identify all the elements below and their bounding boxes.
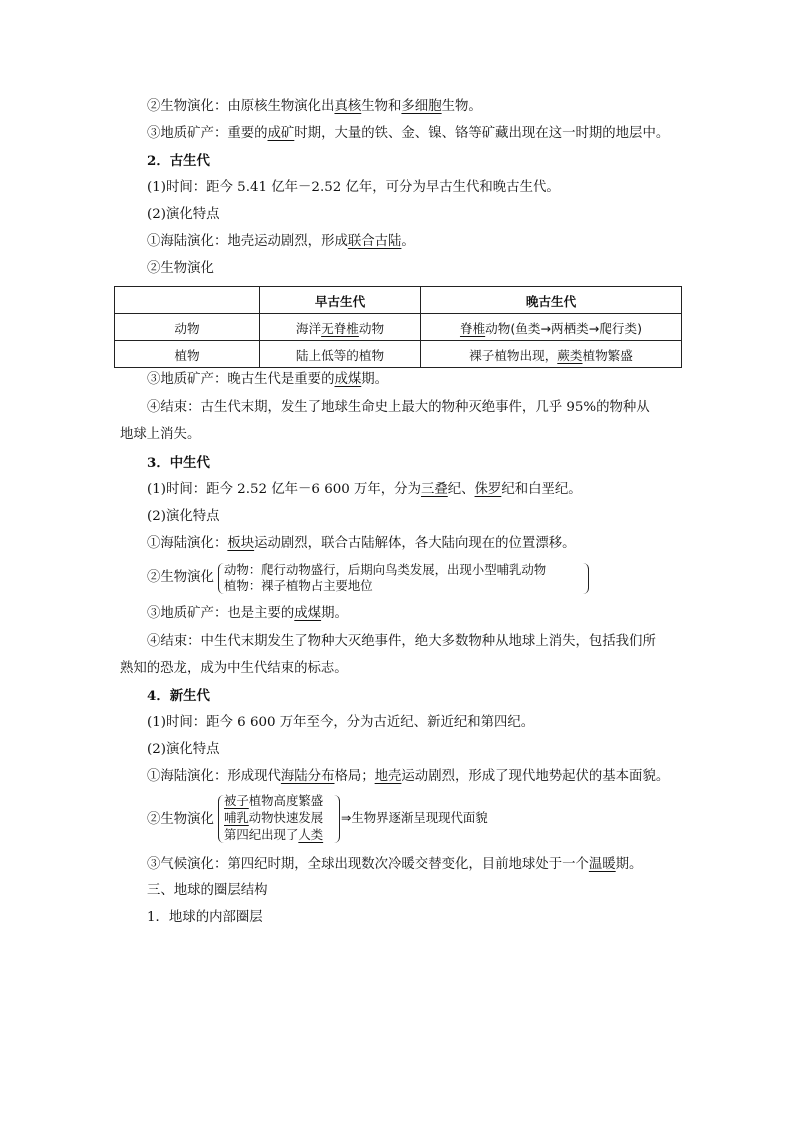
text: 时期，大量的铁、金、镍、铬等矿藏出现在这一时期的地层中。: [294, 126, 670, 141]
text: ①海陆演化：形成现代: [147, 769, 281, 784]
text: ①海陆演化：地壳运动剧烈，形成: [147, 234, 348, 249]
answer-blank: 人类: [298, 827, 324, 842]
text: 格局；: [334, 769, 375, 784]
table-header-cell: 晚古生代: [421, 287, 682, 314]
mesozoic-end-2: 熟知的恐龙，成为中生代结束的标志。: [120, 661, 348, 676]
text: 动物: [358, 320, 385, 336]
table-cell: 陆上低等的植物: [260, 341, 421, 368]
answer-blank: 被子: [224, 793, 249, 808]
answer-blank: 板块: [227, 536, 255, 551]
text: 纪和白垩纪。: [501, 482, 582, 497]
mesozoic-geo: [147, 604, 348, 624]
text: 第四纪出现了: [224, 827, 299, 842]
geo-minerals-line: [147, 124, 669, 144]
answer-blank: 成煤: [294, 606, 322, 621]
table-cell: [421, 341, 682, 368]
text: 动物快速发展: [248, 810, 324, 825]
text: 动物(鱼类→两栖类→爬行类): [485, 320, 643, 336]
answer-blank: 温暖: [588, 857, 616, 872]
text: 植物高度繁盛: [248, 793, 324, 808]
table-cell: [260, 314, 421, 341]
mesozoic-time: [147, 480, 582, 500]
answer-blank: 多细胞: [401, 99, 442, 114]
mesozoic-sea-land: [147, 534, 576, 554]
text: 期。: [361, 372, 389, 387]
cenozoic-time: (1)时间：距今 6 600 万年至今，分为古近纪、新近纪和第四纪。: [147, 715, 535, 730]
cenozoic-bio-2: [224, 809, 323, 826]
text: 。: [401, 234, 415, 249]
paleozoic-end-2: 地球上消失。: [120, 427, 201, 442]
mesozoic-end-1: ④结束：中生代末期发生了物种大灭绝事件，绝大多数物种从地球上消失，包括我们所: [147, 634, 656, 649]
text: 生物和: [361, 99, 402, 114]
text: 运动剧烈，联合古陆解体，各大陆向现在的位置漂移。: [254, 536, 576, 551]
text: 海洋: [295, 320, 322, 336]
answer-blank: 真核: [334, 99, 362, 114]
mesozoic-features: (2)演化特点: [147, 509, 220, 524]
cenozoic-sea-land: [147, 767, 669, 787]
paleozoic-end-1: ④结束：古生代末期，发生了地球生命史上最大的物种灭绝事件，几乎 95%的物种从: [147, 400, 650, 415]
text: 生物。: [441, 99, 482, 114]
answer-blank: 蕨类: [557, 347, 583, 363]
cenozoic-bio-1: [224, 792, 323, 809]
cenozoic-bio-label: ②生物演化: [147, 812, 214, 827]
cenozoic-bio-3: [224, 826, 323, 843]
section-heading-cenozoic: 4．新生代: [147, 688, 210, 704]
mesozoic-bio-plant: 植物：裸子植物占主要地位: [224, 578, 373, 593]
paleozoic-sea-land: [147, 232, 415, 252]
paleozoic-table: [114, 286, 682, 368]
text: ③气候演化：第四纪时期，全球出现数次冷暖交替变化，目前地球处于一个: [147, 857, 589, 872]
text: 纪、: [447, 482, 475, 497]
right-brace: [583, 563, 589, 594]
table-cell-label: 动物: [115, 314, 260, 341]
table-header-row: [115, 287, 682, 314]
table-row: [115, 314, 682, 341]
table-row: [115, 341, 682, 368]
section-heading-3: 三、地球的圈层结构: [147, 883, 268, 898]
text: ③地质矿产：晚古生代是重要的: [147, 372, 335, 387]
text: ①海陆演化：: [147, 536, 228, 551]
answer-blank: 成煤: [334, 372, 362, 387]
answer-blank: 联合古陆: [347, 234, 402, 249]
text: 植物繁盛: [582, 347, 633, 363]
answer-blank: 哺乳: [224, 810, 249, 825]
right-brace: [334, 795, 340, 843]
paleozoic-features: (2)演化特点: [147, 207, 220, 222]
answer-blank: 脊椎: [459, 320, 486, 336]
text: (1)时间：距今 2.52 亿年－6 600 万年，分为: [147, 482, 421, 497]
text: ③地质矿产：也是主要的: [147, 606, 295, 621]
mesozoic-bio-label: ②生物演化: [147, 570, 214, 585]
table-cell-label: 植物: [115, 341, 260, 368]
answer-blank: 无脊椎: [321, 320, 359, 336]
table-header-cell: [115, 287, 260, 314]
mesozoic-bio-animal: 动物：爬行动物盛行，后期向鸟类发展，出现小型哺乳动物: [224, 562, 547, 577]
section-heading-paleozoic: 2．古生代: [147, 153, 210, 169]
answer-blank: 三叠: [420, 482, 448, 497]
subsection-heading: 1．地球的内部圈层: [147, 910, 263, 925]
text: 运动剧烈，形成了现代地势起伏的基本面貌。: [401, 769, 670, 784]
paleozoic-time: (1)时间：距今 5.41 亿年－2.52 亿年，可分为早古生代和晚古生代。: [147, 180, 560, 195]
bio-evolution-line: [147, 97, 482, 117]
text: 期。: [615, 857, 643, 872]
answer-blank: 海陆分布: [280, 769, 335, 784]
answer-blank: 地壳: [374, 769, 402, 784]
answer-blank: 侏罗: [474, 482, 502, 497]
table-cell: [421, 314, 682, 341]
answer-blank: 成矿: [267, 126, 295, 141]
text: ②生物演化：由原核生物演化出: [147, 99, 335, 114]
cenozoic-features: (2)演化特点: [147, 742, 220, 757]
paleozoic-bio-label: ②生物演化: [147, 261, 214, 276]
cenozoic-climate: [147, 855, 642, 875]
text: 裸子植物出现，: [469, 347, 558, 363]
paleozoic-geo: [147, 370, 388, 390]
cenozoic-bio-result: ⇒生物界逐渐呈现现代面貌: [341, 810, 488, 825]
text: 期。: [321, 606, 348, 621]
table-header-cell: 早古生代: [260, 287, 421, 314]
section-heading-mesozoic: 3．中生代: [147, 455, 210, 471]
text: ③地质矿产：重要的: [147, 126, 268, 141]
